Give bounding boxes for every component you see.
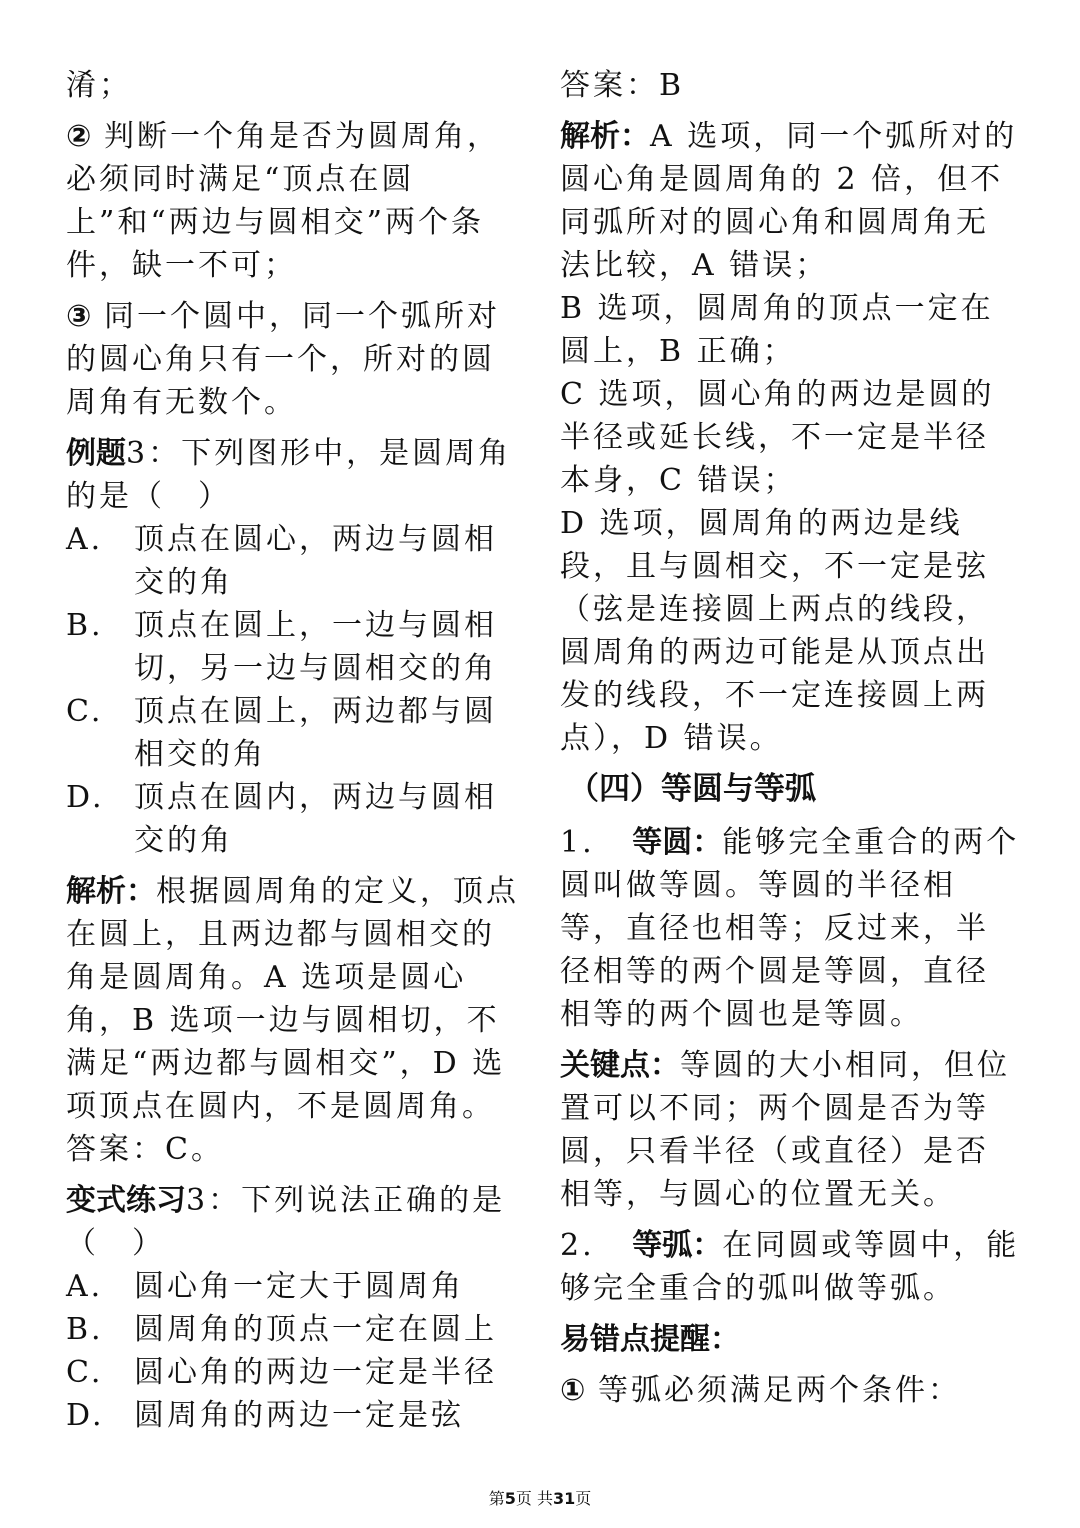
note-item-3: ③ 同一个圆中，同一个弧所对的圆心角只有一个，所对的圆周角有无数个。	[66, 299, 500, 420]
equal-arcs-definition: 2. 等弧：在同圆或等圆中，能够完全重合的弧叫做等弧。	[560, 1228, 1020, 1306]
option-d: D. 顶点在圆内，两边与圆相交的角	[66, 780, 497, 858]
total-page-count: 31	[552, 1489, 576, 1508]
circled-number-3: ③	[66, 299, 92, 334]
example-label: 例题	[66, 436, 126, 471]
variant-label: 变式练习	[66, 1183, 186, 1218]
option-b: B. 圆周角的顶点一定在圆上	[66, 1312, 497, 1347]
equal-circles-label: 等圆：	[632, 825, 723, 860]
left-column	[66, 64, 526, 1437]
variant-3-analysis-d: D 选项，圆周角的两边是线段，且与圆相交，不一定是弦（弦是连接圆上两点的线段，圆周角的两边可能是从顶点出发的线段，不一定连接圆上两点），D 错误。	[560, 506, 989, 756]
circled-number-2: ②	[66, 119, 92, 154]
paragraph-continuation: 淆；	[66, 68, 132, 103]
variant-3-question: 变式练习3：下列说法正确的是（ ）	[66, 1183, 506, 1261]
analysis-label: 解析：	[560, 119, 650, 154]
key-point-label: 关键点：	[560, 1048, 680, 1083]
option-c: C. 顶点在圆上，两边都与圆相交的角	[66, 694, 497, 772]
option-d: D. 圆周角的两边一定是弦	[66, 1398, 464, 1433]
variant-3-analysis-a: 解析：A 选项，同一个弧所对的圆心角是圆周角的 2 倍，但不同弧所对的圆心角和圆周角无法比较，A 错误；	[560, 119, 1018, 283]
note-item-2: ② 判断一个角是否为圆周角，必须同时满足“顶点在圆上”和“两边与圆相交”两个条件，缺一不可；	[66, 119, 500, 283]
variant-3-options	[66, 1265, 526, 1437]
option-a: A. 圆心角一定大于圆周角	[66, 1269, 464, 1304]
variant-3-analysis-c: C 选项，圆心角的两边是圆的半径或延长线，不一定是半径本身，C 错误；	[560, 377, 995, 498]
section-title: （四）等圆与等弧	[568, 771, 816, 807]
circled-number-1: ①	[560, 1373, 586, 1408]
equal-arcs-label: 等弧：	[632, 1228, 723, 1263]
equal-circles-definition: 1. 等圆：能够完全重合的两个圆叫做等圆。等圆的半径相等，直径也相等；反过来，半径相等的两个圆是等圆，直径相等的两个圆也是等圆。	[560, 825, 1020, 1032]
variant-3-analysis-b: B 选项，圆周角的顶点一定在圆上，B 正确；	[560, 291, 994, 369]
option-a: A. 顶点在圆心，两边与圆相交的角	[66, 522, 497, 600]
option-c: C. 圆心角的两边一定是半径	[66, 1355, 497, 1390]
page-footer: 第5页 共31页	[488, 1489, 592, 1508]
example-3-analysis: 解析：根据圆周角的定义，顶点在圆上，且两边都与圆相交的角是圆周角。A 选项是圆心角，B 选项一边与圆相切，不满足“两边都与圆相交”，D 选项顶点在圆内，不是圆周角。答案：C。	[66, 874, 519, 1167]
example-3-options	[66, 518, 526, 862]
analysis-label: 解析：	[66, 874, 156, 909]
example-3-question: 例题3：下列图形中，是圆周角的是（ ）	[66, 436, 512, 514]
current-page-number: 5	[504, 1489, 516, 1508]
mistake-reminder-title: 易错点提醒：	[560, 1322, 740, 1357]
option-b: B. 顶点在圆上，一边与圆相切，另一边与圆相交的角	[66, 608, 497, 686]
key-point: 关键点：等圆的大小相同，但位置可以不同；两个圆是否为等圆，只看半径（或直径）是否相等，与圆心的位置无关。	[560, 1048, 1010, 1212]
mistake-item-1: ① 等弧必须满足两个条件：	[560, 1373, 961, 1408]
right-column	[560, 64, 1020, 1420]
variant-3-answer: 答案：B	[560, 68, 685, 103]
